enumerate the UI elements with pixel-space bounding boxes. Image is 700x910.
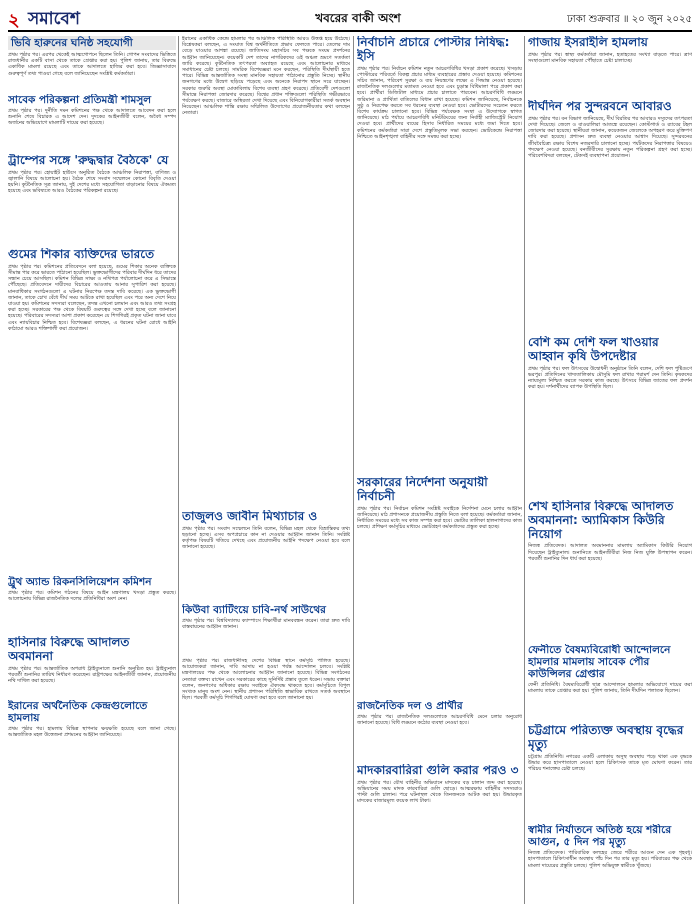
section-title: খবরের বাকী অংশ	[315, 11, 401, 25]
news-story	[8, 154, 176, 244]
story-body: প্রথম পৃষ্ঠার পর। বিশ্ববিদ্যালয় ক্যাম্পাসে শিক্ষার্থীরা মানববন্ধন করেন। তারা দ্রুত দাবি বাস্তবায়নের আহ্বান জানান।	[182, 618, 350, 631]
news-story	[8, 576, 176, 632]
story-body: প্রথম পৃষ্ঠার পর। যৌথ বাহিনীর অভিযানে মাদকের বড় চালান জব্দ করা হয়েছে। অভিযানের সময় মাদক কারবারিরা গুলি ছোড়ে। আত্মরক্ষায় বাহিনীর সদস্যরাও পাল্টা গুলি চালান। পরে ঘটনাস্থল থেকে তিনজনকে আটক করা হয়। উদ্ধারকৃত মাদকের বাজারমূল্য কয়েক লাখ টাকা।	[357, 779, 522, 805]
news-story	[528, 500, 692, 640]
story-headline: দীর্ঘদিন পর সুন্দরবনে আবারও	[528, 100, 672, 113]
story-headline: ফেনীতে বৈষম্যবিরোধী আন্দোলনে হামলার মামলায় সাবেক পৌর কাউন্সিলর গ্রেপ্তার	[528, 644, 671, 681]
column-rule	[524, 36, 525, 904]
story-headline: বেশি কম দেশি ফল খাওয়ার আহ্বান কৃষি উপদেষ্টার	[528, 336, 659, 363]
story-body: প্রথম পৃষ্ঠার পর। রাজনৈতিক দলগুলোকে আচরণবিধি মেনে চলার অনুরোধ জানানো হয়েছে। বিধি লঙ্ঘনে কঠোর ব্যবস্থা নেওয়া হবে।	[357, 714, 522, 727]
story-body: প্রথম পৃষ্ঠার পর। কমিশন গঠনের বিষয়ে আইন মন্ত্রণালয় খসড়া প্রস্তুত করছে। আলোচনায় বিভিন্ন রাজনৈতিক দলের প্রতিনিধিরা অংশ নেন।	[8, 590, 176, 603]
news-story	[8, 700, 176, 904]
story-body: প্রথম পৃষ্ঠার পর। স্বাস্থ্য কর্মকর্তারা জানান, হতাহতের সংখ্যা বাড়তে পারে। ত্রাণ সংস্থাগুলো মানবিক সহায়তা পৌঁছাতে চেষ্টা চালাচ্ছে।	[528, 51, 692, 64]
news-story	[182, 36, 350, 506]
column-rule	[353, 36, 354, 904]
story-headline: চট্টগ্রামে পরিত্যক্ত অবস্থায় বৃদ্ধের মৃত্যু	[528, 724, 684, 751]
story-headline: গাজায় ইসরাইলি হামলায়	[528, 36, 648, 49]
story-headline: সরকারের নির্দেশনা অনুযায়ী নির্বাচনী	[357, 476, 488, 503]
news-story	[528, 100, 692, 332]
story-headline: ট্রুথ অ্যান্ড রিকনসিলিয়েশন কমিশন	[8, 576, 152, 588]
story-headline: ট্রাম্পের সঙ্গে 'রুদ্ধদ্বার বৈঠকে' যে	[8, 154, 169, 167]
news-story	[8, 94, 176, 150]
news-story	[182, 658, 350, 904]
story-body: প্রথম পৃষ্ঠার পর। আন্তর্জাতিক অপরাধ ট্রাইব্যুনালে শুনানি অনুষ্ঠিত হয়। ট্রাইব্যুনাল পরবর্তী শুনানির তারিখ নির্ধারণ করেছেন। রাষ্ট্রপক্ষের আইনজীবী জানান, প্রয়োজনীয় নথি দাখিল করা হয়েছে।	[8, 665, 176, 684]
story-headline: ভিবি হারুনের ঘনিষ্ঠ সহযোগী	[8, 36, 176, 50]
story-headline: সাবেক পরিকল্পনা প্রতিমন্ত্রী শামসুল	[8, 94, 152, 106]
page-number: ২	[8, 10, 20, 31]
news-story	[182, 510, 350, 600]
story-body: প্রথম পৃষ্ঠার পর। হোয়াইট হাউসে অনুষ্ঠিত বৈঠকে আঞ্চলিক নিরাপত্তা, বাণিজ্য ও জ্বালানি বিষয়ে আলোচনা হয়। বৈঠক শেষে সংবাদ সম্মেলনে কোনো বিবৃতি দেওয়া হয়নি। কূটনৈতিক সূত্র জানায়, দুই দেশের মধ্যে সহযোগিতা বাড়ানোর বিষয়ে ঐকমত্য হয়েছে এবং ভবিষ্যতে আরও বৈঠকের পরিকল্পনা রয়েছে।	[8, 169, 176, 195]
story-headline: গুমের শিকার ব্যক্তিদের ভারতে	[8, 248, 155, 261]
column-rule	[178, 36, 179, 904]
story-body: প্রথম পৃষ্ঠার পর। ফল উৎসবের উদ্বোধনী অনুষ্ঠানে তিনি বলেন, দেশি ফল পুষ্টিগুণে ভরপুর। প্রতিদিনের খাদ্যতালিকায় মৌসুমি ফল রাখার পরামর্শ দেন তিনি। কৃষকদের ন্যায্যমূল্য নিশ্চিত করতে সরকার কাজ করছে। উৎসবে বিভিন্ন জাতের ফল প্রদর্শন করা হয়। দর্শনার্থীদের ব্যাপক উপস্থিতি ছিল।	[528, 365, 692, 391]
news-story	[528, 724, 692, 820]
news-story	[528, 336, 692, 496]
story-headline: কিউবা ব্যাটিংয়ে চাবি-নর্থ সাউথের	[182, 604, 326, 616]
story-body: প্রথম পৃষ্ঠার পর। নির্বাচন কমিশন সংশ্লিষ্ট সবাইকে নির্দেশনা মেনে চলার আহ্বান জানিয়েছে। মাঠ প্রশাসনকে প্রয়োজনীয় প্রস্তুতি নিতে বলা হয়েছে। কর্মকর্তারা জানান, নির্ধারিত সময়ের মধ্যে সব কাজ সম্পন্ন করা হবে। ভোটার তালিকা হালনাগাদের কাজ চলছে। প্রশিক্ষণ কর্মসূচির মাধ্যমে ভোটগ্রহণ কর্মকর্তাদের প্রস্তুত করা হচ্ছে।	[357, 505, 522, 531]
story-body: ফেনী প্রতিনিধি। বৈষম্যবিরোধী ছাত্র আন্দোলনে হামলার অভিযোগে দায়ের করা মামলায় তাকে গ্রেপ্তার করা হয়। পুলিশ জানায়, তিনি দীর্ঘদিন পলাতক ছিলেন।	[528, 682, 692, 695]
story-body: প্রথম পৃষ্ঠার পর। নির্বাচন কমিশন নতুন আচরণবিধির খসড়া প্রকাশ করেছে। খসড়ায় পোস্টারের পরিবর্তে বিকল্প প্রচার মাধ্যম ব্যবহারের প্রস্তাব দেওয়া হয়েছে। কমিশনের সচিব জানান, পরিবেশ সুরক্ষা ও ব্যয় নিয়ন্ত্রণের লক্ষ্যে এ সিদ্ধান্ত নেওয়া হয়েছে। রাজনৈতিক দলগুলোর মতামত নেওয়া হবে এবং চূড়ান্ত বিধিমালা পরে প্রকাশ করা হবে। প্রার্থীরা ডিজিটাল মাধ্যমে প্রচার চালাতে পারবেন। আচরণবিধি লঙ্ঘনে জরিমানা ও প্রার্থিতা বাতিলের বিধান রাখা হয়েছে। কমিশন জানিয়েছে, নির্বাচনকে সুষ্ঠু ও নিরপেক্ষ করতে সব ধরনের ব্যবস্থা নেওয়া হবে। ভোটারদের সচেতন করতে বিশেষ কার্যক্রম চালানো হবে। বিভিন্ন পর্যবেক্ষক সংস্থা এ উদ্যোগকে স্বাগত জানিয়েছে। মাঠ পর্যায়ে আচরণবিধি মনিটরিংয়ের জন্য নির্বাহী ম্যাজিস্ট্রেট নিয়োগ দেওয়া হবে। প্রার্থীদের ব্যয়ের হিসাব নির্ধারিত সময়ের মধ্যে জমা দিতে হবে। কমিশনের কর্মকর্তারা সারা দেশে প্রস্তুতিমূলক সভা করছেন। ভোটকেন্দ্রে নিরাপত্তা নিশ্চিতে আইনশৃঙ্খলা বাহিনীর সঙ্গে সমন্বয় করা হচ্ছে।	[357, 65, 522, 140]
story-body: ইরানের একাধিক কেন্দ্রে হামলার পর আঞ্চলিক পরিস্থিতি আরও উত্তপ্ত হয়ে উঠেছে। বিশ্লেষকরা বলছেন, এ সংঘাত বিশ্ব অর্থনীতিতে প্রভাব ফেলতে পারে। তেলের দাম বেড়ে যাওয়ার আশঙ্কা রয়েছে। জাতিসংঘ মহাসচিব সব পক্ষকে সংযম প্রদর্শনের আহ্বান জানিয়েছেন। কয়েকটি দেশ তাদের নাগরিকদের ওই অঞ্চল ভ্রমণে সতর্কতা জারি করেছে। কূটনৈতিক তৎপরতা অব্যাহত রয়েছে এবং আলোচনার মাধ্যমে সমাধানের চেষ্টা চলছে। সামরিক বিশেষজ্ঞরা মনে করছেন, পরিস্থিতি দীর্ঘস্থায়ী হতে পারে। বিভিন্ন আন্তর্জাতিক সংস্থা মানবিক সহায়তা পাঠানোর প্রস্তুতি নিচ্ছে। স্থানীয় জনগণের মধ্যে উদ্বেগ ছড়িয়ে পড়েছে এবং অনেকে নিরাপদ স্থানে সরে যাচ্ছেন। সরকার জরুরি অবস্থা মোকাবিলায় বিশেষ ব্যবস্থা গ্রহণ করেছে। প্রতিবেশী দেশগুলো সীমান্তে নিরাপত্তা জোরদার করেছে। বিশ্বের প্রধান শক্তিগুলো পরিস্থিতি গভীরভাবে পর্যবেক্ষণ করছে। বাজারে অস্থিরতা দেখা দিয়েছে এবং বিনিয়োগকারীরা সতর্ক অবস্থান নিয়েছেন। আঞ্চলিক শান্তি রক্ষায় সম্মিলিত উদ্যোগের প্রয়োজনীয়তার কথা বলছেন নেতারা।	[182, 36, 350, 117]
news-story	[357, 700, 522, 760]
news-story	[357, 764, 522, 904]
story-headline: রাজনৈতিক দল ও প্রার্থীর	[357, 700, 463, 712]
story-headline: স্বামীর নির্যাতনে অতিষ্ঠ হয়ে শরীরে আগুন, ৫ দিন পর মৃত্যু	[528, 824, 672, 849]
news-story	[182, 604, 350, 654]
news-story	[8, 248, 176, 572]
story-body: প্রথম পৃষ্ঠার পর। হামলায় বিভিন্ন স্থাপনার ক্ষয়ক্ষতি হয়েছে বলে জানা গেছে। আন্তর্জাতিক মহল উত্তেজনা প্রশমনের আহ্বান জানিয়েছে।	[8, 726, 176, 739]
story-body: চট্টগ্রাম প্রতিনিধি। নগরের একটি এলাকায় অসুস্থ অবস্থায় পড়ে থাকা এক বৃদ্ধকে উদ্ধার করে হাসপাতালে নেওয়া হলে চিকিৎসক তাকে মৃত ঘোষণা করেন। তার পরিচয় শনাক্তের চেষ্টা চলছে।	[528, 753, 692, 772]
story-body: প্রথম পৃষ্ঠার পর। কমিশনের প্রতিবেদনে বলা হয়েছে, গুমের শিকার অনেক ব্যক্তিকে সীমান্ত পার করে ভারতে পাঠানো হয়েছিল। ভুক্তভোগীদের পরিবার দীর্ঘদিন ধরে তাদের সন্ধান চেয়ে আসছিল। কমিশন বিভিন্ন সাক্ষ্য ও নথিপত্র পর্যালোচনা করে এ সিদ্ধান্তে পৌঁছেছে। প্রতিবেদনে দায়ীদের বিচারের আওতায় আনার সুপারিশ করা হয়েছে। মানবাধিকার সংগঠনগুলো এ ঘটনার নিরপেক্ষ তদন্ত দাবি করেছে। এক ভুক্তভোগী জানান, তাকে চোখ বেঁধে দীর্ঘ সময় আটকে রাখা হয়েছিল এবং পরে অন্য দেশে নিয়ে যাওয়া হয়। কমিশনের সদস্যরা বলেছেন, তদন্ত এখনো চলমান এবং আরও তথ্য সংগ্রহ করা হচ্ছে। সরকারের পক্ষ থেকে বিষয়টি গুরুত্বের সঙ্গে দেখা হচ্ছে বলে জানানো হয়েছে। পরিবারের সদস্যরা আশা প্রকাশ করেছেন যে শিগগিরই প্রকৃত ঘটনা জানা যাবে এবং ন্যায়বিচার নিশ্চিত হবে। বিশেষজ্ঞরা বলছেন, এ ধরনের ঘটনা রোধে আইনি কাঠামো আরও শক্তিশালী করা প্রয়োজন।	[8, 263, 176, 332]
news-story	[528, 824, 692, 904]
story-headline: হাসিনার বিরুদ্ধে আদালত অবমাননা	[8, 636, 130, 663]
news-story	[357, 476, 522, 696]
story-body: প্রথম পৃষ্ঠার পর। দুর্নীতি দমন কমিশনের পক্ষ থেকে আদালতে আবেদন করা হলে শুনানি শেষে বিচারক এ আদেশ দেন। দুদকের আইনজীবী বলেন, অবৈধ সম্পদ অর্জনের অভিযোগে মামলাটি দায়ের করা হয়েছে।	[8, 108, 176, 127]
masthead	[8, 6, 692, 32]
news-story	[8, 636, 176, 696]
story-body: প্রথম পৃষ্ঠার পর। এরপর থেকেই আত্মগোপনে ছিলেন তিনি। গোপন সংবাদের ভিত্তিতে রাজধানীর একটি বাসা থেকে তাকে গ্রেপ্তার করা হয়। পুলিশ জানায়, তার বিরুদ্ধে একাধিক মামলা রয়েছে এবং তাকে আদালতে হাজির করা হবে। জিজ্ঞাসাবাদে গুরুত্বপূর্ণ তথ্য পাওয়া গেছে বলে জানিয়েছেন সংশ্লিষ্ট কর্মকর্তারা।	[8, 52, 176, 77]
story-body: প্রথম পৃষ্ঠার পর। রাজধানীসহ দেশের বিভিন্ন স্থানে কর্মসূচি পালিত হয়েছে। আয়োজকরা জানান, দাবি আদায় না হওয়া পর্যন্ত আন্দোলন চলবে। সংশ্লিষ্ট মন্ত্রণালয়ের পক্ষ থেকে আলোচনার আহ্বান জানানো হয়েছে। বিভিন্ন সংগঠনের নেতারা বক্তব্য রাখেন এবং সরকারের কাছে সুনির্দিষ্ট প্রস্তাব তুলে ধরেন। সভায় বক্তারা বলেন, জনগণের অধিকার রক্ষায় সবাইকে ঐক্যবদ্ধ থাকতে হবে। কর্মসূচিতে বিপুল সংখ্যক মানুষ অংশ নেন। স্থানীয় প্রশাসন পরিস্থিতি স্বাভাবিক রাখতে সতর্ক অবস্থানে ছিল। পরবর্তী কর্মসূচি শিগগিরই ঘোষণা করা হবে বলে জানানো হয়।	[182, 658, 350, 702]
story-body: নিজস্ব প্রতিবেদক। পারিবারিক কলহের জেরে শরীরে আগুন দেন এক গৃহবধূ। হাসপাতালে চিকিৎসাধীন অবস্থায় পাঁচ দিন পর তার মৃত্যু হয়। পরিবারের পক্ষ থেকে মামলা দায়েরের প্রস্তুতি চলছে। পুলিশ অভিযুক্ত স্বামীকে খুঁজছে।	[528, 850, 692, 869]
story-headline: ইরানের অর্থনৈতিক কেন্দ্রগুলোতে হামলায়	[8, 700, 148, 725]
story-headline: শেখ হাসিনার বিরুদ্ধে আদালত অবমাননা: অ্যামিকাস কিউরি নিয়োগ	[528, 500, 674, 541]
newspaper-logo: সমাবেশ	[28, 9, 80, 29]
news-story	[357, 36, 522, 472]
story-headline: তাজুলও জাবীন মিথ্যাচার ও	[182, 510, 318, 523]
story-body: নিজস্ব প্রতিবেদক। আদালত অবমাননার মামলায় অ্যামিকাস কিউরি নিয়োগ দিয়েছেন ট্রাইব্যুনাল। শুনানিতে আইনজীবীরা নিজ নিজ যুক্তি উপস্থাপন করেন। পরবর্তী শুনানির দিন ধার্য করা হয়েছে।	[528, 543, 692, 562]
issue-date: ঢাকা শুক্রবার ॥ ২০ জুন ২০২৫	[567, 14, 692, 25]
story-headline: মাদকারবারিরা গুলি করার পরও ৩	[357, 764, 519, 777]
story-body: প্রথম পৃষ্ঠার পর। বন বিভাগ জানিয়েছে, দীর্ঘ বিরতির পর আবারও দস্যুদের তৎপরতা দেখা দিয়েছে। জেলে ও বাওয়ালিরা আতঙ্কে রয়েছেন। কোস্টগার্ড ও র‍্যাবের টহল জোরদার করা হয়েছে। স্থানীয়রা জানান, কয়েকজন জেলেকে অপহরণ করে মুক্তিপণ দাবি করা হয়েছে। প্রশাসন দ্রুত ব্যবস্থা নেওয়ার আশ্বাস দিয়েছে। সুন্দরবনের জীববৈচিত্র্য রক্ষায় বিশেষ নজরদারি চালানো হচ্ছে। পর্যটকদের নিরাপত্তার বিষয়েও পদক্ষেপ নেওয়া হয়েছে। বনজীবীদের সুরক্ষায় নতুন পরিকল্পনা গ্রহণ করা হচ্ছে। পরিবেশবিদরা বলছেন, টেকসই ব্যবস্থাপনা প্রয়োজন।	[528, 115, 692, 160]
news-story	[8, 36, 176, 90]
story-headline: নির্বাচনি প্রচারে পোস্টার নিষিদ্ধ: ইসি	[357, 36, 510, 63]
story-body: প্রথম পৃষ্ঠার পর। সংবাদ সম্মেলনে তিনি বলেন, বিভিন্ন মহল থেকে বিভ্রান্তিকর তথ্য ছড়ানো হচ্ছে। এসব অপপ্রচারে কান না দেওয়ার আহ্বান জানান তিনি। সংশ্লিষ্ট কর্তৃপক্ষ বিষয়টি খতিয়ে দেখছে এবং প্রয়োজনীয় আইনি পদক্ষেপ নেওয়া হবে বলে জানানো হয়েছে।	[182, 525, 350, 551]
news-story	[528, 36, 692, 96]
news-story	[528, 644, 692, 720]
